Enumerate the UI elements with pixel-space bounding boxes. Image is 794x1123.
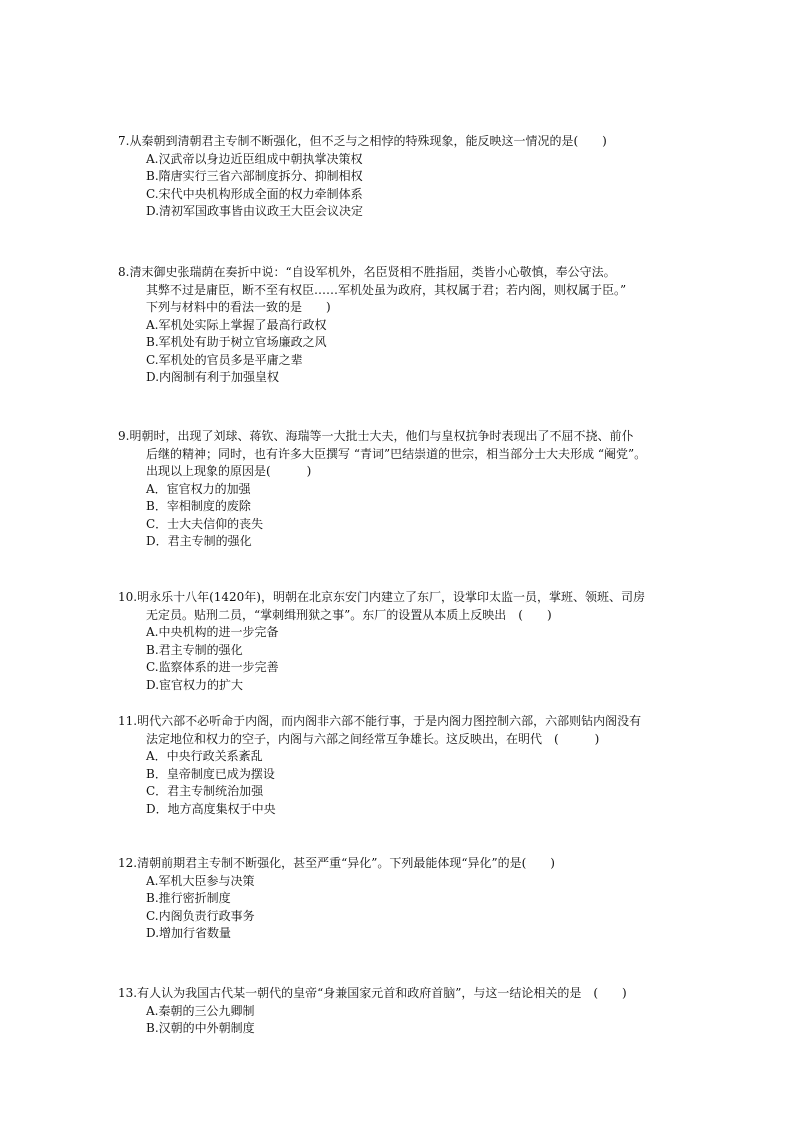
option-b: B.军机处有助于树立官场廉政之风 xyxy=(146,335,327,349)
option-a: A.秦朝的三公九卿制 xyxy=(146,1003,255,1018)
question-10 xyxy=(118,589,718,694)
question-stem: 10.明永乐十八年(1420年)，明朝在北京东安门内建立了东厂，设掌印太监一员，掌班、领班、司房 xyxy=(118,590,645,604)
option-a: A．中央行政关系紊乱 xyxy=(146,749,263,763)
option-d: D.清初军国政事皆由议政王大臣会议决定 xyxy=(146,204,364,218)
question-stem: 12.清朝前期君主专制不断强化，甚至严重“异化”。下列最能体现“异化”的是( ) xyxy=(118,856,555,870)
option-c: C.军机处的官员多是平庸之辈 xyxy=(146,352,303,367)
option-c: C.监察体系的进一步完善 xyxy=(146,660,279,674)
option-a: A.汉武帝以身边近臣组成中朝执掌决策权 xyxy=(146,151,363,166)
option-d: D．君主专制的强化 xyxy=(146,534,252,548)
option-d: D．地方高度集权于中央 xyxy=(146,801,276,816)
question-9 xyxy=(118,428,718,551)
question-7 xyxy=(118,133,718,221)
question-stem-continued: 出现以上现象的原因是( ) xyxy=(146,464,312,478)
option-b: B.隋唐实行三省六部制度拆分、抑制相权 xyxy=(146,169,363,183)
option-b: B．宰相制度的废除 xyxy=(146,499,251,513)
option-b: B.推行密折制度 xyxy=(146,891,231,905)
question-11 xyxy=(118,713,718,818)
option-b: B．皇帝制度已成为摆设 xyxy=(146,766,275,781)
question-stem-continued: 法定地位和权力的空子，内阁与六部之间经常互争雄长。这反映出，在明代 ( ) xyxy=(146,731,600,746)
question-13 xyxy=(118,985,718,1038)
question-8 xyxy=(118,264,718,387)
question-stem-continued: 后继的精神；同时，也有许多大臣撰写 “青词”巴结崇道的世宗，相当部分士大夫形成 “阉党”。 xyxy=(146,446,647,461)
question-stem: 13.有人认为我国古代某一朝代的皇帝“身兼国家元首和政府首脑”，与这一结论相关的是 ( ) xyxy=(118,986,627,1000)
question-stem-continued: 下列与材料中的看法一致的是 ) xyxy=(146,300,331,314)
option-c: C．士大夫信仰的丧失 xyxy=(146,516,264,531)
option-a: A．宦官权力的加强 xyxy=(146,481,251,496)
question-12 xyxy=(118,855,718,943)
option-a: A.军机处实际上掌握了最高行政权 xyxy=(146,317,327,332)
option-c: C．君主专制统治加强 xyxy=(146,784,264,798)
question-stem: 11.明代六部不必听命于内阁，而内阁非六部不能行事，于是内阁力图控制六部，六部则钻内阁没有 xyxy=(118,714,642,728)
question-stem-continued: 其弊不过是庸臣，断不至有权臣……军机处虽为政府，其权属于君；若内阁，则权属于臣。” xyxy=(146,282,627,297)
option-b: B.汉朝的中外朝制度 xyxy=(146,1021,255,1035)
option-a: A.中央机构的进一步完备 xyxy=(146,625,279,639)
question-stem-continued: 无定员。贴刑二员，“掌刺缉刑狱之事”。东厂的设置从本质上反映出 ( ) xyxy=(146,607,552,622)
option-c: C.宋代中央机构形成全面的权力牵制体系 xyxy=(146,186,363,201)
question-stem: 9.明朝时，出现了刘球、蒋钦、海瑞等一大批士大夫，他们与皇权抗争时表现出了不屈不挠、前仆 xyxy=(118,429,634,443)
question-stem: 7.从秦朝到清朝君主专制不断强化，但不乏与之相悖的特殊现象，能反映这一情况的是( ) xyxy=(118,134,607,148)
option-b: B.君主专制的强化 xyxy=(146,642,243,657)
option-d: D.宦官权力的扩大 xyxy=(146,677,244,692)
question-stem: 8.清末御史张瑞荫在奏折中说：“自设军机外，名臣贤相不胜指屈，类皆小心敬慎，奉公守法。 xyxy=(118,265,616,279)
option-c: C.内阁负责行政事务 xyxy=(146,908,255,923)
option-a: A.军机大臣参与决策 xyxy=(146,873,255,888)
option-d: D.内阁制有利于加强皇权 xyxy=(146,370,280,384)
option-d: D.增加行省数量 xyxy=(146,926,232,940)
